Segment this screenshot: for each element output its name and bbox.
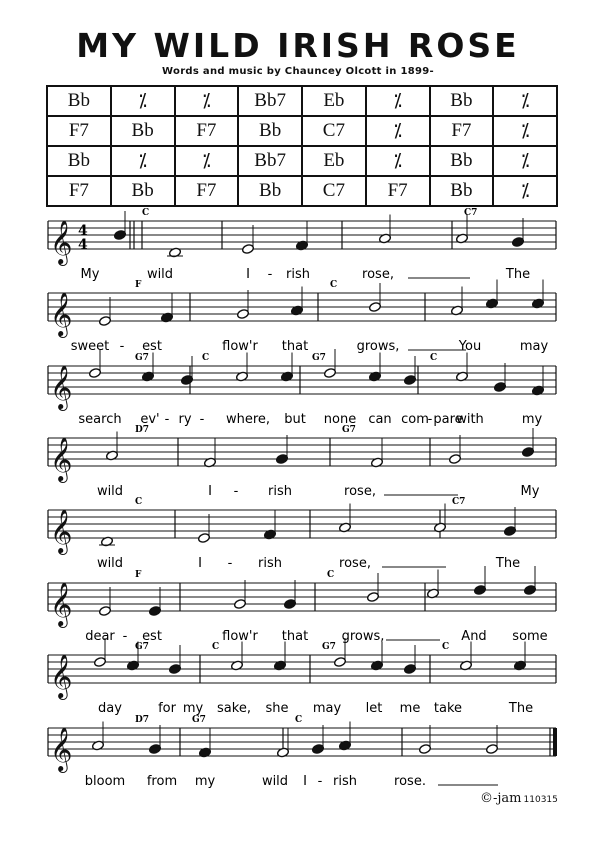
chord-symbol: C7 [464,208,478,218]
repeat-bar-cell: ⁒ [493,116,557,146]
chord-symbol: G7 [135,353,149,363]
treble-clef-icon: 𝄞 [50,582,73,626]
repeat-bar-cell: ⁒ [111,146,175,176]
lyric-syllable: I [198,556,202,571]
lyric-syllable: flow'r [222,629,258,644]
lyric-syllable: for [158,701,176,716]
lyric-syllable: The [495,556,521,571]
treble-clef-icon: 𝄞 [50,509,73,553]
lyric-syllable: flow'r [222,339,258,354]
lyric-syllable: my [182,701,204,716]
chord-symbol: D7 [135,715,150,725]
lyric-syllable: bloom [84,774,126,789]
repeat-bar-cell: ⁒ [493,86,557,116]
treble-clef-icon: 𝄞 [50,437,73,481]
lyric-syllable: day [98,701,122,716]
lyric-syllable: My [520,484,540,499]
lyric-syllable: - [317,774,323,789]
lyric-syllable: wild [96,556,124,571]
time-signature-top: 4 [78,223,88,239]
lyric-syllable: wild [261,774,289,789]
chord-cell: Bb [111,116,175,146]
chord-symbol: C [330,280,338,290]
lyric-syllable: let [365,701,383,716]
lyric-syllable: - [199,412,205,427]
lyric-syllable: - [427,412,433,427]
lyric-syllable: pare [433,412,463,427]
lyric-syllable: - [119,339,125,354]
chord-cell: Bb [47,146,111,176]
lyric-syllable: me [399,701,421,716]
chord-cell: Bb [430,176,494,206]
lyric-syllable: rose, [362,267,394,282]
lyric-syllable: from [146,774,178,789]
lyric-syllable: dear [85,629,115,644]
lyric-syllable: rose, [344,484,376,499]
lyric-syllable: sake, [217,701,251,716]
lyric-syllable: - [267,267,273,282]
chord-symbol: G7 [312,353,326,363]
lyric-syllable: est [142,339,162,354]
chord-cell: Bb [47,86,111,116]
lyric-syllable: rish [333,774,357,789]
treble-clef-icon: 𝄞 [50,654,73,698]
repeat-bar-cell: ⁒ [493,176,557,206]
lyric-syllable: sweet [70,339,110,354]
lyric-syllable: take [433,701,463,716]
lyric-syllable: but [284,412,306,427]
lyric-syllable: none [323,412,357,427]
repeat-bar-cell: ⁒ [366,86,430,116]
treble-clef-icon: 𝄞 [50,365,73,409]
lyric-syllable: I [246,267,250,282]
chord-cell: Eb [302,86,366,116]
treble-clef-icon: 𝄞 [50,292,73,336]
chord-cell: Eb [302,146,366,176]
final-barline-thick [553,728,557,756]
repeat-bar-cell: ⁒ [366,146,430,176]
chord-symbol: G7 [135,642,149,652]
lyric-syllable: may [312,701,342,716]
chord-cell: F7 [430,116,494,146]
chord-symbol: D7 [135,425,150,435]
chord-cell: Bb [430,146,494,176]
lyric-syllable: rish [258,556,282,571]
chord-symbol: C [295,715,303,725]
lyric-syllable: with [456,412,484,427]
repeat-bar-cell: ⁒ [366,116,430,146]
chord-cell: F7 [47,176,111,206]
lyric-syllable: can [368,412,392,427]
lyric-syllable: where, [225,412,271,427]
repeat-bar-cell: ⁒ [175,146,239,176]
footer [480,791,558,806]
repeat-bar-cell: ⁒ [111,86,175,116]
chord-cell: Bb7 [238,146,302,176]
chord-cell: F7 [175,116,239,146]
lyric-syllable: I [208,484,212,499]
song-title: MY WILD IRISH ROSE [76,26,520,65]
chord-cell: Bb [430,86,494,116]
lyric-syllable: ev' [140,412,160,427]
chord-symbol: C [142,208,150,218]
chord-symbol: C [327,570,335,580]
chord-symbol: C7 [452,497,466,507]
lyric-syllable: that [281,339,309,354]
song-credits: Words and music by Chauncey Olcott in 1899- [162,66,434,77]
repeat-bar-cell: ⁒ [175,86,239,116]
chord-cell: C7 [302,116,366,146]
chord-cell: Bb [238,116,302,146]
lyric-syllable: And [461,629,487,644]
chord-cell: C7 [302,176,366,206]
lyric-syllable: You [458,339,482,354]
lyric-syllable: wild [146,267,174,282]
repeat-bar-cell: ⁒ [493,146,557,176]
chord-symbol: G7 [322,642,336,652]
chord-cell: F7 [175,176,239,206]
chord-cell: F7 [366,176,430,206]
lyric-syllable: - [122,629,128,644]
lyric-syllable: grows, [341,629,385,644]
lyric-syllable: my [194,774,216,789]
lyric-syllable: rish [286,267,310,282]
lyric-syllable: - [227,556,233,571]
lyric-syllable: - [233,484,239,499]
chord-symbol: C [442,642,450,652]
lyric-syllable: search [78,412,122,427]
lyric-syllable: ry [178,412,192,427]
chord-cell: Bb7 [238,86,302,116]
catalog-code: 110315 [523,795,558,805]
copyright-mark: ©-jam [480,791,522,806]
lyric-syllable: My [80,267,100,282]
lyric-syllable: that [281,629,309,644]
lyric-syllable: my [521,412,543,427]
chord-symbol: G7 [192,715,206,725]
lyric-syllable: grows, [356,339,400,354]
lyric-syllable: rish [268,484,292,499]
lyric-syllable: The [505,267,531,282]
lyric-syllable: I [303,774,307,789]
chord-symbol: F [135,280,142,290]
chord-symbol: C [212,642,220,652]
lyric-syllable: The [508,701,534,716]
chord-symbol: G7 [342,425,356,435]
lyric-syllable: - [164,412,170,427]
time-signature-bottom: 4 [78,237,88,253]
lyric-syllable: some [512,629,548,644]
chord-cell: Bb [238,176,302,206]
chord-symbol: F [135,570,142,580]
lyric-syllable: est [142,629,162,644]
chord-cell: F7 [47,116,111,146]
lyric-syllable: rose. [394,774,426,789]
chord-symbol: C [135,497,143,507]
lyric-syllable: wild [96,484,124,499]
chord-cell: Bb [111,176,175,206]
treble-clef-icon: 𝄞 [50,727,73,771]
lyric-syllable: may [519,339,549,354]
lyric-syllable: com [401,412,429,427]
treble-clef-icon: 𝄞 [50,220,73,264]
lyric-syllable: she [265,701,289,716]
chord-symbol: C [430,353,438,363]
lyric-syllable: rose, [339,556,371,571]
chord-symbol: C [202,353,210,363]
